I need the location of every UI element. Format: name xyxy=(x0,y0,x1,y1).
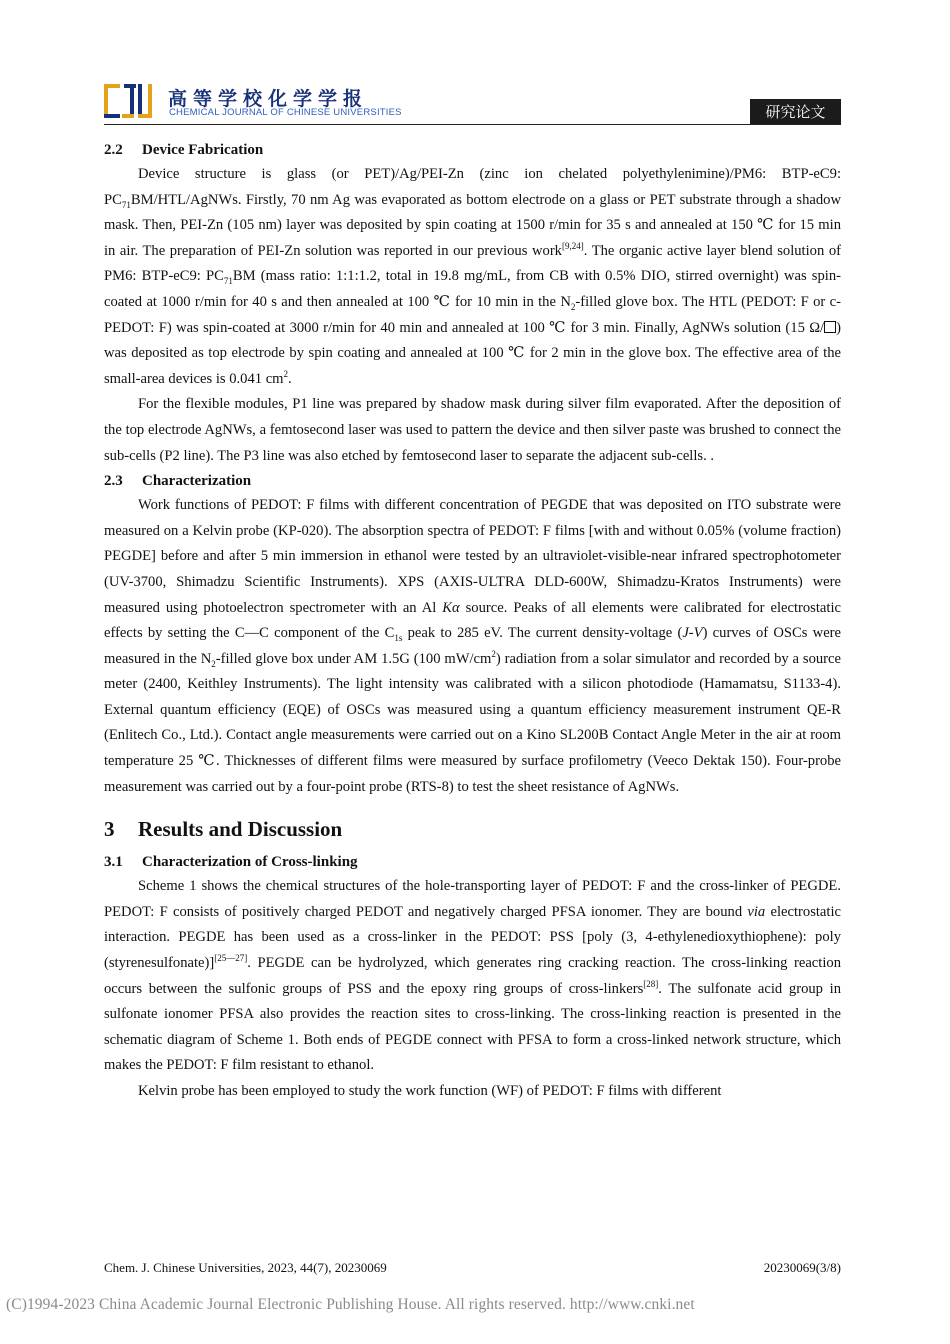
copyright-notice: (C)1994-2023 China Academic Journal Electronic Publishing House. All rights reserved. http://www.cnki.net xyxy=(6,1296,695,1313)
paragraph-device-structure: Device structure is glass (or PET)/Ag/PEI-Zn (zinc ion chelated polyethylenimine)/PM6: BTP-eC9: $PC_{71}BM/HTL$/AgNWs. Firstly, 70 nm Ag was evaporated as bottom electrode on a glass or PET substrate through a shadow mask. Then, PEI-Zn (105 nm) layer was deposited by spin coating at 1500 r/min for 35 s and annealed at 150 ℃ for 15 min in air. The preparation of PEI-Zn solution was reported in our previous work[9,24]. The organic active layer blend solution of PM6: BTP-eC9: $PC_{71}BM$ (mass ratio: 1:1:1.2, total in 19.8 mg/mL, from CB with 0.5% DIO, stirred overnight) was spin-coated at 1000 r/min for 40 s and then annealed at 100 ℃ for 10 min in the $N_2$-filled glove box. The HTL (PEDOT: F or c-PEDOT: F) was spin-coated at 3000 r/min for 40 min and annealed at 100 ℃ for 3 min. Finally, AgNWs solution (15 Ω/ ) was deposited as top electrode by spin coating and annealed at 100 ℃ for 2 min in the glove box. The effective area of the small-area devices is 0.041 $cm^2$. xyxy=(104,166,841,387)
footer-citation: Chem. J. Chinese Universities, 2023, 44(7), 20230069 xyxy=(104,1260,387,1275)
section-heading-2-3: 2.3 Characterization xyxy=(104,473,252,490)
square-symbol-icon xyxy=(824,321,836,333)
article-body xyxy=(104,138,841,1105)
paragraph-kelvin-probe: Kelvin probe has been employed to study the work function (WF) of PEDOT: F films with different xyxy=(138,1083,722,1099)
paragraph-cross-linking: Scheme 1 shows the chemical structures of the hole-transporting layer of PEDOT: F and the cross-linker of PEGDE. PEDOT: F consists of positively charged PEDOT and negatively charged PFSA ionomer. They are bound via electrostatic interaction. PEGDE has been used as a cross-linker in the PEDOT: PSS [poly (3, 4-ethylenedioxythiophene): poly (styrenesulfonate)][25—27]. PEGDE can be hydrolyzed, which generates ring cracking reaction. The cross-linking reaction occurs between the sulfonic groups of PSS and the epoxy ring groups of cross-linkers[28]. The sulfonate acid group in sulfonate ionomer PFSA also provides the reaction sites to cross-linking. The cross-linking reaction is presented in the schematic diagram of Scheme 1. Both ends of PEGDE connect with PFSA to form a cross-linked network structure, which makes the PEDOT: F film resistant to ethanol. xyxy=(104,878,841,1074)
footer-page-number: 20230069(3/8) xyxy=(763,1260,841,1275)
journal-title-cn: 高等学校化学学报 xyxy=(168,88,369,110)
header-rule xyxy=(104,124,841,125)
section-heading-3-1: 3.1 Characterization of Cross-linking xyxy=(104,854,358,871)
journal-logo-icon xyxy=(104,82,152,120)
section-heading-3: 3 Results and Discussion xyxy=(104,817,343,842)
section-heading-2-2: 2.2 Device Fabrication xyxy=(104,142,264,158)
journal-title-en: CHEMICAL JOURNAL OF CHINESE UNIVERSITIES xyxy=(169,107,402,118)
paragraph-flexible-modules: For the flexible modules, P1 line was prepared by shadow mask during silver film evaporated. After the deposition of the top electrode AgNWs, a femtosecond laser was used to pattern the device and then silver paste was brushed to connect the sub-cells (P2 line). The P3 line was also etched by femtosecond laser to separate the adjacent sub-cells. . xyxy=(104,396,841,464)
paragraph-characterization: Work functions of PEDOT: F films with different concentration of PEGDE that was deposited on ITO substrate were measured on a Kelvin probe (KP-020). The absorption spectra of PEDOT: F films [with and without 0.05% (volume fraction) PEGDE] before and after 5 min immersion in ethanol were tested by an ultraviolet-visible-near infrared spectrophotometer (UV-3700, Shimadzu Scientific Instruments). XPS (AXIS-ULTRA DLD-600W, Shimadzu-Kratos Instruments) were measured using photoelectron spectrometer with an Al Kα source. Peaks of all elements were calibrated for electrostatic effects by setting the C—C component of the $C_{1s}$ peak to 285 eV. The current density-voltage (J-V) curves of OSCs were measured in the $N_2$-filled glove box under AM 1.5G (100 $mW/cm^2$) radiation from a solar simulator and recorded by a source meter (2400, Keithley Instruments). The light intensity was calibrated with a silicon photodiode (Hamamatsu, S1133-4). External quantum efficiency (EQE) of OSCs was measured using a quantum efficiency measurement instrument QE-R (Enlitech Co., Ltd.). Contact angle measurements were carried out on a Kino SL200B Contact Angle Meter in the air at room temperature 25 ℃. Thicknesses of different films were measured by surface profilometry (Veeco Dektak 150). Four-probe measurement was carried out by a four-point probe (RTS-8) to test the sheet resistance of AgNWs. xyxy=(104,497,842,795)
article-type-tag: 研究论文 xyxy=(750,99,841,125)
